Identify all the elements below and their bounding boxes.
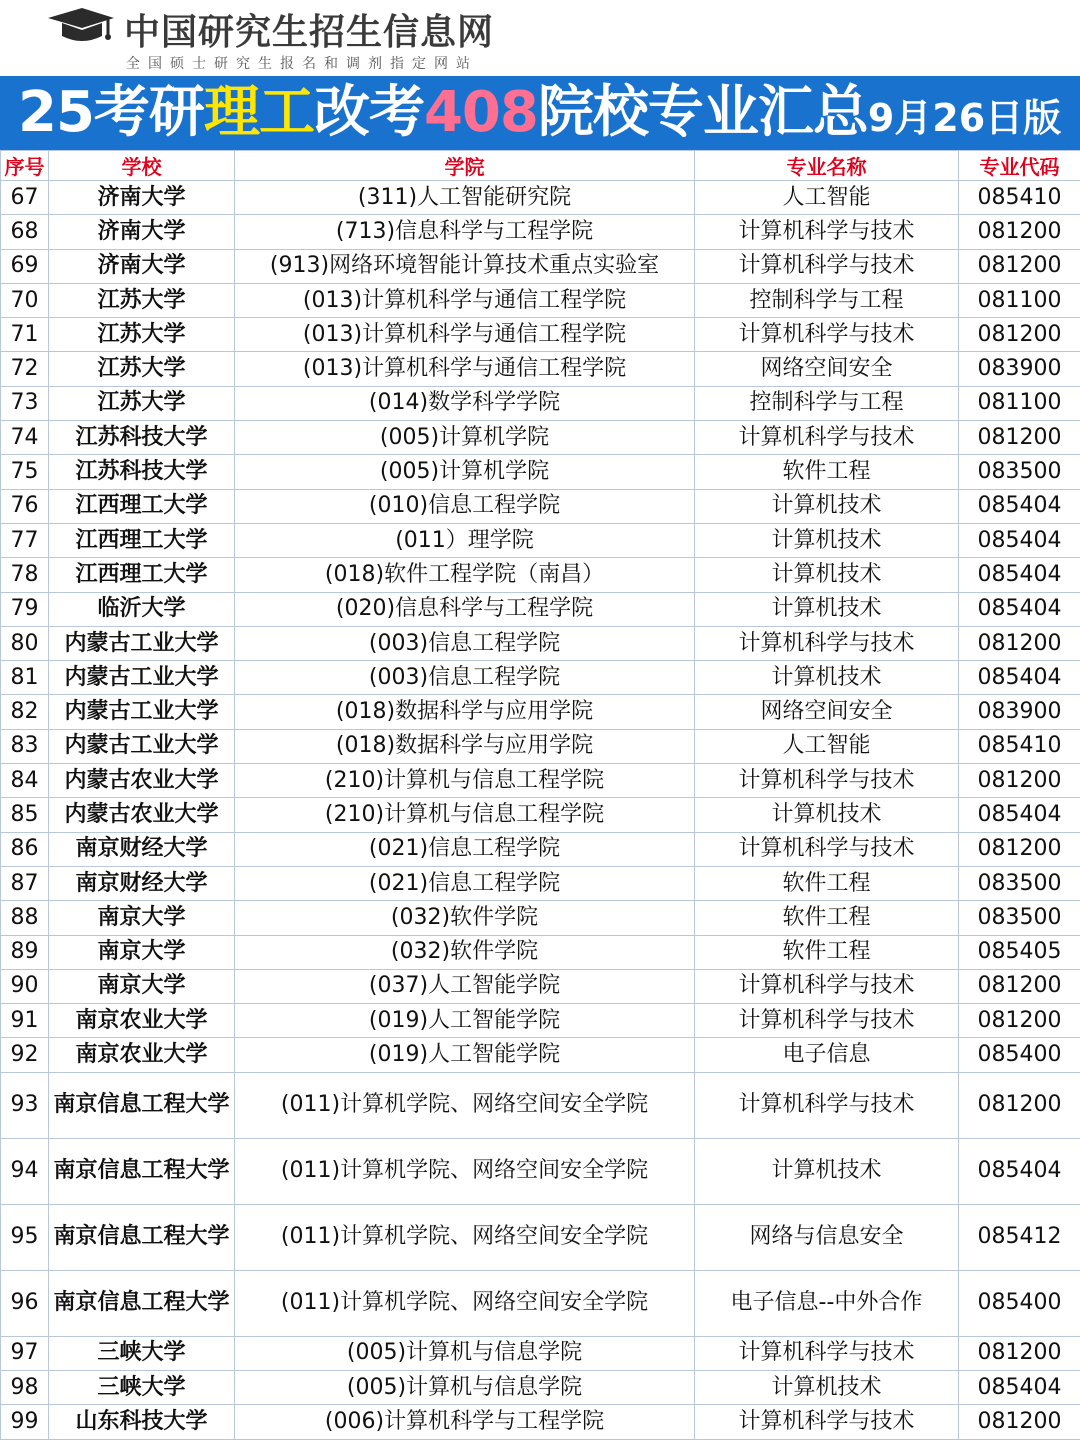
table-row (1, 764, 1080, 798)
cell-college: (913)网络环境智能计算技术重点实验室 (235, 249, 695, 283)
cell-school: 江苏科技大学 (49, 455, 235, 489)
cell-code: 081200 (959, 832, 1080, 866)
cell-school: 南京信息工程大学 (49, 1204, 235, 1270)
cell-college: (013)计算机科学与通信工程学院 (235, 283, 695, 317)
table-row (1, 626, 1080, 660)
cell-college: (018)数据科学与应用学院 (235, 695, 695, 729)
table-row (1, 352, 1080, 386)
cell-major: 计算机科学与技术 (695, 249, 959, 283)
cell-college: (005)计算机与信息学院 (235, 1371, 695, 1405)
cell-major: 控制科学与工程 (695, 386, 959, 420)
cell-college: (003)信息工程学院 (235, 661, 695, 695)
cell-code: 081200 (959, 249, 1080, 283)
cell-seq: 89 (1, 935, 49, 969)
cell-major: 计算机科学与技术 (695, 1072, 959, 1138)
cell-code: 083500 (959, 866, 1080, 900)
cell-major: 网络与信息安全 (695, 1204, 959, 1270)
cell-major: 计算机科学与技术 (695, 215, 959, 249)
cell-code: 081200 (959, 318, 1080, 352)
cell-seq: 90 (1, 969, 49, 1003)
cell-code: 081200 (959, 969, 1080, 1003)
graduation-cap-icon (46, 6, 116, 46)
cell-school: 济南大学 (49, 181, 235, 215)
cell-school: 内蒙古农业大学 (49, 798, 235, 832)
cell-school: 内蒙古农业大学 (49, 764, 235, 798)
cell-seq: 72 (1, 352, 49, 386)
table-row (1, 695, 1080, 729)
cell-seq: 86 (1, 832, 49, 866)
cell-major: 计算机科学与技术 (695, 832, 959, 866)
cell-seq: 94 (1, 1138, 49, 1204)
cell-code: 081200 (959, 764, 1080, 798)
cell-seq: 95 (1, 1204, 49, 1270)
cell-code: 081200 (959, 626, 1080, 660)
cell-code: 083500 (959, 901, 1080, 935)
cell-college: (018)软件工程学院（南昌） (235, 558, 695, 592)
cell-seq: 91 (1, 1004, 49, 1038)
cell-seq: 84 (1, 764, 49, 798)
cell-code: 081200 (959, 421, 1080, 455)
cell-code: 081200 (959, 1336, 1080, 1370)
cell-seq: 88 (1, 901, 49, 935)
cell-college: (006)计算机科学与工程学院 (235, 1405, 695, 1439)
cell-major: 软件工程 (695, 455, 959, 489)
cell-major: 控制科学与工程 (695, 283, 959, 317)
cell-major: 计算机科学与技术 (695, 969, 959, 1003)
cell-seq: 97 (1, 1336, 49, 1370)
cell-college: (013)计算机科学与通信工程学院 (235, 352, 695, 386)
table-row (1, 1405, 1080, 1439)
cell-major: 计算机技术 (695, 1371, 959, 1405)
table-row (1, 283, 1080, 317)
cell-major: 电子信息 (695, 1038, 959, 1072)
cell-school: 三峡大学 (49, 1336, 235, 1370)
cell-school: 南京大学 (49, 901, 235, 935)
cell-major: 计算机科学与技术 (695, 764, 959, 798)
cell-major: 计算机技术 (695, 798, 959, 832)
cell-school: 南京农业大学 (49, 1038, 235, 1072)
cell-college: (210)计算机与信息工程学院 (235, 764, 695, 798)
cell-school: 济南大学 (49, 215, 235, 249)
cell-major: 网络空间安全 (695, 695, 959, 729)
cell-college: (010)信息工程学院 (235, 489, 695, 523)
banner-part-4: 408 (423, 80, 538, 145)
cell-code: 085400 (959, 1270, 1080, 1336)
cell-college: (011)计算机学院、网络空间安全学院 (235, 1270, 695, 1336)
cell-code: 085404 (959, 558, 1080, 592)
banner-part-1: 25考研 (18, 80, 204, 145)
cell-major: 计算机技术 (695, 558, 959, 592)
cell-code: 085410 (959, 729, 1080, 763)
cell-seq: 87 (1, 866, 49, 900)
cell-school: 山东科技大学 (49, 1405, 235, 1439)
table-row (1, 249, 1080, 283)
cell-college: (018)数据科学与应用学院 (235, 729, 695, 763)
table-row (1, 1038, 1080, 1072)
cell-major: 软件工程 (695, 935, 959, 969)
cell-code: 085404 (959, 1138, 1080, 1204)
program-table (0, 150, 1080, 1440)
header-code: 专业代码 (959, 151, 1080, 181)
cell-seq: 69 (1, 249, 49, 283)
cell-school: 临沂大学 (49, 592, 235, 626)
cell-major: 计算机科学与技术 (695, 421, 959, 455)
cell-college: (021)信息工程学院 (235, 866, 695, 900)
cell-school: 内蒙古工业大学 (49, 626, 235, 660)
cell-major: 计算机技术 (695, 489, 959, 523)
cell-code: 085404 (959, 798, 1080, 832)
cell-seq: 71 (1, 318, 49, 352)
cell-seq: 99 (1, 1405, 49, 1439)
cell-school: 内蒙古工业大学 (49, 695, 235, 729)
cell-school: 江西理工大学 (49, 523, 235, 557)
cell-major: 计算机科学与技术 (695, 626, 959, 660)
cell-school: 南京信息工程大学 (49, 1138, 235, 1204)
table-row (1, 1270, 1080, 1336)
cell-major: 计算机科学与技术 (695, 318, 959, 352)
cell-major: 软件工程 (695, 901, 959, 935)
cell-major: 网络空间安全 (695, 352, 959, 386)
cell-major: 软件工程 (695, 866, 959, 900)
cell-college: (005)计算机学院 (235, 421, 695, 455)
cell-college: (019)人工智能学院 (235, 1038, 695, 1072)
cell-code: 085410 (959, 181, 1080, 215)
cell-college: (032)软件学院 (235, 901, 695, 935)
site-name: 中国研究生招生信息网 (124, 12, 495, 53)
table-row (1, 969, 1080, 1003)
table-row (1, 1004, 1080, 1038)
cell-seq: 67 (1, 181, 49, 215)
cell-seq: 85 (1, 798, 49, 832)
table-header-row (1, 151, 1080, 181)
table-row (1, 1371, 1080, 1405)
cell-code: 081200 (959, 1405, 1080, 1439)
cell-college: (021)信息工程学院 (235, 832, 695, 866)
table-row (1, 318, 1080, 352)
cell-seq: 73 (1, 386, 49, 420)
cell-college: (210)计算机与信息工程学院 (235, 798, 695, 832)
cell-seq: 81 (1, 661, 49, 695)
title-banner (0, 76, 1080, 150)
site-subtitle: 全国硕士研究生报名和调剂指定网站 (126, 56, 478, 72)
cell-code: 081100 (959, 386, 1080, 420)
cell-college: (005)计算机学院 (235, 455, 695, 489)
cell-code: 081200 (959, 1072, 1080, 1138)
cell-college: (005)计算机与信息学院 (235, 1336, 695, 1370)
cell-code: 085412 (959, 1204, 1080, 1270)
cell-code: 081100 (959, 283, 1080, 317)
cell-major: 电子信息--中外合作 (695, 1270, 959, 1336)
table-body (1, 181, 1080, 1440)
cell-school: 南京财经大学 (49, 866, 235, 900)
cell-school: 南京农业大学 (49, 1004, 235, 1038)
cell-code: 085400 (959, 1038, 1080, 1072)
cell-college: (037)人工智能学院 (235, 969, 695, 1003)
banner-part-6: 9月26日版 (867, 96, 1062, 140)
cell-school: 江苏大学 (49, 283, 235, 317)
banner-part-3: 改考 (313, 80, 424, 145)
table-row (1, 1336, 1080, 1370)
cell-college: (011)计算机学院、网络空间安全学院 (235, 1204, 695, 1270)
cell-seq: 93 (1, 1072, 49, 1138)
cell-college: (011)计算机学院、网络空间安全学院 (235, 1072, 695, 1138)
table-row (1, 1072, 1080, 1138)
cell-major: 人工智能 (695, 181, 959, 215)
table-row (1, 523, 1080, 557)
banner-part-2: 理工 (203, 80, 314, 145)
cell-major: 计算机技术 (695, 1138, 959, 1204)
table-row (1, 455, 1080, 489)
cell-code: 083900 (959, 695, 1080, 729)
cell-major: 人工智能 (695, 729, 959, 763)
table-row (1, 421, 1080, 455)
table-row (1, 1138, 1080, 1204)
banner-part-5: 院校专业汇总 (537, 80, 868, 145)
table-row (1, 901, 1080, 935)
table-row (1, 1204, 1080, 1270)
cell-code: 085404 (959, 661, 1080, 695)
table-row (1, 489, 1080, 523)
table-row (1, 558, 1080, 592)
cell-seq: 79 (1, 592, 49, 626)
cell-major: 计算机技术 (695, 592, 959, 626)
cell-code: 085404 (959, 523, 1080, 557)
cell-college: (032)软件学院 (235, 935, 695, 969)
cell-college: (011)计算机学院、网络空间安全学院 (235, 1138, 695, 1204)
site-header (0, 0, 1080, 76)
cell-school: 三峡大学 (49, 1371, 235, 1405)
cell-school: 南京财经大学 (49, 832, 235, 866)
table-row (1, 181, 1080, 215)
cell-major: 计算机科学与技术 (695, 1336, 959, 1370)
table-row (1, 386, 1080, 420)
cell-college: (014)数学科学学院 (235, 386, 695, 420)
cell-seq: 77 (1, 523, 49, 557)
cell-major: 计算机技术 (695, 523, 959, 557)
cell-code: 085404 (959, 1371, 1080, 1405)
cell-school: 江西理工大学 (49, 558, 235, 592)
cell-major: 计算机科学与技术 (695, 1004, 959, 1038)
cell-seq: 82 (1, 695, 49, 729)
table-row (1, 661, 1080, 695)
table-row (1, 215, 1080, 249)
cell-code: 081200 (959, 215, 1080, 249)
cell-major: 计算机科学与技术 (695, 1405, 959, 1439)
table-row (1, 592, 1080, 626)
cell-seq: 83 (1, 729, 49, 763)
cell-school: 南京信息工程大学 (49, 1072, 235, 1138)
cell-code: 085404 (959, 489, 1080, 523)
table-row (1, 935, 1080, 969)
cell-major: 计算机技术 (695, 661, 959, 695)
table-row (1, 798, 1080, 832)
cell-school: 江苏大学 (49, 386, 235, 420)
cell-seq: 96 (1, 1270, 49, 1336)
cell-school: 济南大学 (49, 249, 235, 283)
cell-school: 江苏科技大学 (49, 421, 235, 455)
cell-college: (011）理学院 (235, 523, 695, 557)
cell-school: 内蒙古工业大学 (49, 729, 235, 763)
cell-seq: 92 (1, 1038, 49, 1072)
header-school: 学校 (49, 151, 235, 181)
cell-code: 085405 (959, 935, 1080, 969)
cell-seq: 74 (1, 421, 49, 455)
cell-seq: 75 (1, 455, 49, 489)
cell-college: (713)信息科学与工程学院 (235, 215, 695, 249)
cell-seq: 98 (1, 1371, 49, 1405)
banner-title (18, 80, 1061, 150)
cell-seq: 78 (1, 558, 49, 592)
header-college: 学院 (235, 151, 695, 181)
cell-code: 083900 (959, 352, 1080, 386)
cell-school: 南京大学 (49, 935, 235, 969)
table-row (1, 832, 1080, 866)
table-row (1, 866, 1080, 900)
cell-code: 081200 (959, 1004, 1080, 1038)
cell-college: (020)信息科学与工程学院 (235, 592, 695, 626)
header-major: 专业名称 (695, 151, 959, 181)
table-row (1, 729, 1080, 763)
cell-code: 083500 (959, 455, 1080, 489)
cell-college: (013)计算机科学与通信工程学院 (235, 318, 695, 352)
cell-seq: 80 (1, 626, 49, 660)
cell-college: (019)人工智能学院 (235, 1004, 695, 1038)
cell-seq: 76 (1, 489, 49, 523)
cell-school: 江苏大学 (49, 318, 235, 352)
cell-code: 085404 (959, 592, 1080, 626)
cell-college: (311)人工智能研究院 (235, 181, 695, 215)
cell-school: 内蒙古工业大学 (49, 661, 235, 695)
cell-school: 江苏大学 (49, 352, 235, 386)
cell-school: 南京信息工程大学 (49, 1270, 235, 1336)
cell-college: (003)信息工程学院 (235, 626, 695, 660)
cell-seq: 68 (1, 215, 49, 249)
header-seq: 序号 (1, 151, 49, 181)
cell-school: 江西理工大学 (49, 489, 235, 523)
cell-school: 南京大学 (49, 969, 235, 1003)
cell-seq: 70 (1, 283, 49, 317)
